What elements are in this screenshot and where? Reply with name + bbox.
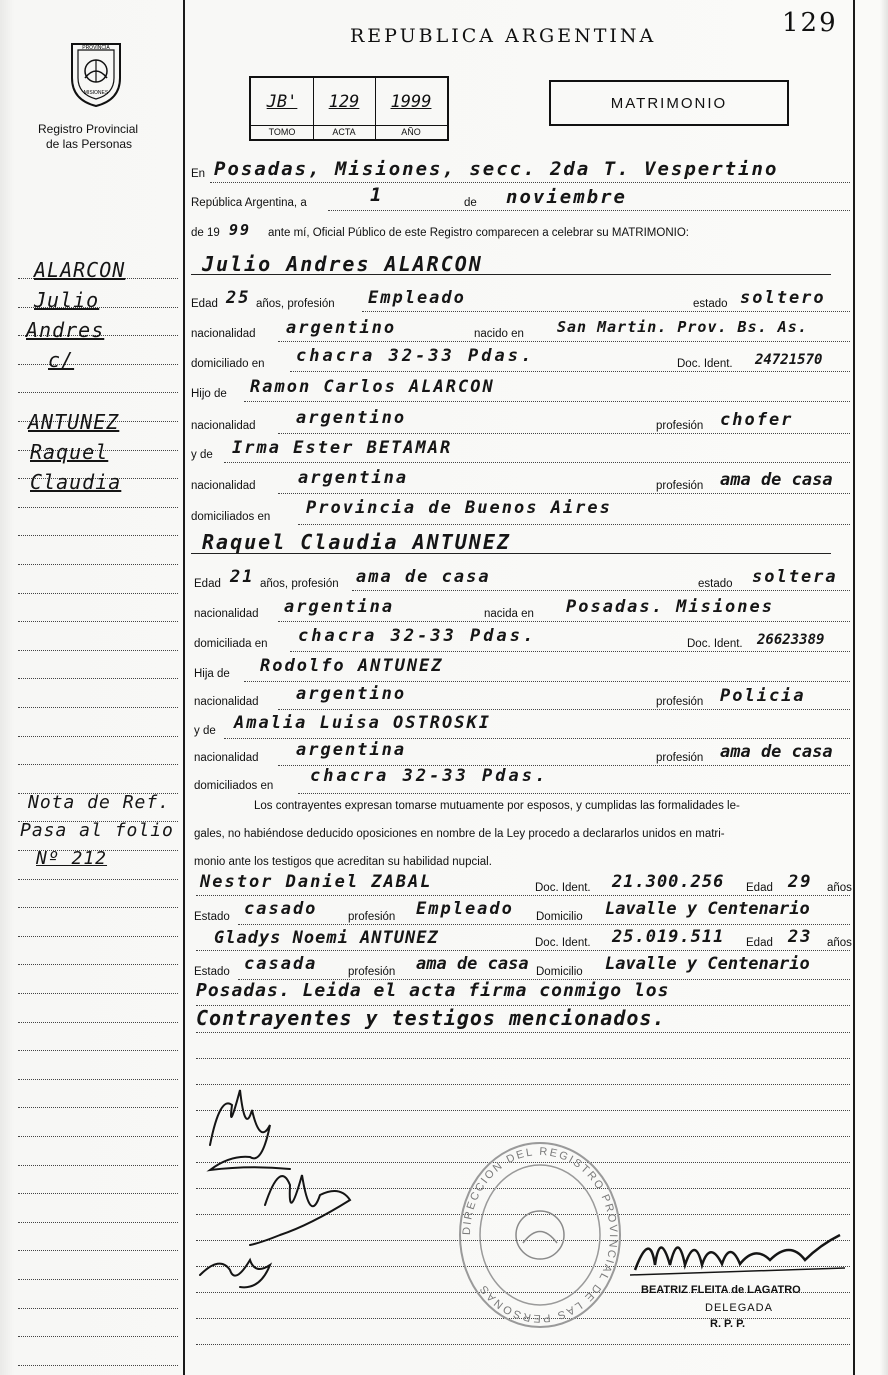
groom-father-prof-label: profesión xyxy=(656,420,704,432)
closing-line-2: Contrayentes y testigos mencionados. xyxy=(196,1006,666,1030)
witness1-dom: Lavalle y Centenario xyxy=(605,899,810,919)
bride-father-nac-label: nacionalidad xyxy=(194,696,259,708)
signature-1 xyxy=(210,1090,290,1170)
bride-age: 21 xyxy=(230,567,255,587)
margin-rule xyxy=(18,879,178,880)
bride-yde-label: y de xyxy=(194,725,216,737)
rule xyxy=(298,524,850,525)
intro-day: 1 xyxy=(370,184,384,206)
page-number: 129 xyxy=(782,8,838,38)
rule xyxy=(278,709,850,710)
rule xyxy=(278,433,850,434)
margin-rule xyxy=(18,707,178,708)
witness1-name: Nestor Daniel ZABAL xyxy=(200,872,433,892)
bride-anos-prof-label: años, profesión xyxy=(260,578,339,590)
tomo-cell xyxy=(251,78,314,139)
groom-age: 25 xyxy=(226,288,251,308)
bride-nac-label: nacionalidad xyxy=(194,608,259,620)
bride-doc-label: Doc. Ident. xyxy=(687,638,743,650)
witness2-dom-label: Domicilio xyxy=(536,966,583,978)
margin-rule xyxy=(18,1365,178,1366)
rule xyxy=(196,950,850,951)
bride-full-name: Raquel Claudia ANTUNEZ xyxy=(202,530,511,554)
groom-parents-dom: Provincia de Buenos Aires xyxy=(306,498,612,518)
groom-edad-label: Edad xyxy=(191,298,218,310)
official-signature xyxy=(630,1220,850,1290)
groom-nac-label: nacionalidad xyxy=(191,328,256,340)
svg-text:MISIONES: MISIONES xyxy=(83,90,109,96)
margin-rule xyxy=(18,764,178,765)
witness1-doc-label: Doc. Ident. xyxy=(535,882,591,894)
year-suffix: 99 xyxy=(229,221,252,239)
groom-estado-label: estado xyxy=(693,298,728,310)
margin-rule xyxy=(18,1022,178,1023)
margin-rule xyxy=(18,1279,178,1280)
witness2-prof-label: profesión xyxy=(348,966,396,978)
bride-nacida-label: nacida en xyxy=(484,608,534,620)
ano-value: 1999 xyxy=(390,92,432,112)
rule xyxy=(362,311,850,312)
ano-label: AÑO xyxy=(375,125,447,137)
margin-rule xyxy=(18,907,178,908)
margin-rule xyxy=(18,1079,178,1080)
rule xyxy=(352,590,850,591)
rule xyxy=(244,401,850,402)
groom-mother-prof-label: profesión xyxy=(656,480,704,492)
groom-mother: Irma Ester BETAMAR xyxy=(232,438,453,458)
witness1-estado-label: Estado xyxy=(194,911,230,923)
groom-yde-label: y de xyxy=(191,449,213,461)
groom-mother-nat: argentina xyxy=(298,468,409,488)
bride-mother-prof: ama de casa xyxy=(720,742,833,762)
witness1-edad-label: Edad xyxy=(746,882,773,894)
groom-father-nac-label: nacionalidad xyxy=(191,420,256,432)
groom-domicile: chacra 32-33 Pdas. xyxy=(296,346,535,366)
witness2-name: Gladys Noemi ANTUNEZ xyxy=(214,928,439,948)
margin-rule xyxy=(18,364,178,365)
province-emblem xyxy=(66,38,126,108)
bride-birthplace: Posadas. Misiones xyxy=(566,597,774,617)
official-office: R. P. P. xyxy=(710,1318,746,1330)
groom-hijo-label: Hijo de xyxy=(191,388,227,400)
witness1-dom-label: Domicilio xyxy=(536,911,583,923)
right-margin-rule xyxy=(853,0,855,1375)
bride-father: Rodolfo ANTUNEZ xyxy=(260,656,444,676)
rule xyxy=(328,210,850,211)
witness2-doc-label: Doc. Ident. xyxy=(535,937,591,949)
groom-father-prof: chofer xyxy=(720,410,794,430)
groom-mother-nac-label: nacionalidad xyxy=(191,480,256,492)
rule xyxy=(224,462,850,463)
bride-mother-prof-label: profesión xyxy=(656,752,704,764)
rule xyxy=(196,895,850,896)
margin-note-2: Pasa al folio xyxy=(20,820,174,841)
emblem-icon xyxy=(66,38,126,108)
intro-month: noviembre xyxy=(506,186,627,208)
margin-rule xyxy=(18,1222,178,1223)
margin-rule xyxy=(18,1193,178,1194)
groom-mother-prof: ama de casa xyxy=(720,470,833,490)
bride-edad-label: Edad xyxy=(194,578,221,590)
body-rule xyxy=(196,1344,850,1345)
witness1-prof: Empleado xyxy=(416,899,514,919)
de-label: de xyxy=(464,197,477,209)
registry-name-2: de las Personas xyxy=(46,137,133,151)
bride-profession: ama de casa xyxy=(356,567,491,587)
groom-doc: 24721570 xyxy=(755,352,823,368)
groom-profession: Empleado xyxy=(368,288,466,308)
signature-2 xyxy=(250,1175,350,1245)
acta-value: 129 xyxy=(328,92,360,112)
en-label: En xyxy=(191,168,206,180)
witness2-age: 23 xyxy=(788,927,813,947)
rule xyxy=(290,371,850,372)
bride-domicile: chacra 32-33 Pdas. xyxy=(298,626,537,646)
acta-cell xyxy=(313,78,376,139)
rule xyxy=(196,1032,850,1033)
groom-estado: soltero xyxy=(740,288,826,308)
groom-father-nat: argentino xyxy=(296,408,407,428)
groom-father: Ramon Carlos ALARCON xyxy=(250,377,495,397)
margin-rule xyxy=(18,1107,178,1108)
ano-cell xyxy=(375,78,447,139)
margin-rule xyxy=(18,678,178,679)
margin-rule xyxy=(18,964,178,965)
witness2-estado-label: Estado xyxy=(194,966,230,978)
closing-line-1: Posadas. Leida el acta firma conmigo los xyxy=(196,980,670,1001)
witness2-doc: 25.019.511 xyxy=(612,927,725,947)
bride-father-prof: Policia xyxy=(720,686,806,706)
margin-bride-name1: Raquel xyxy=(30,440,109,464)
bride-mother-nat: argentina xyxy=(296,740,407,760)
groom-doc-label: Doc. Ident. xyxy=(677,358,733,370)
margin-rule xyxy=(18,1250,178,1251)
official-seal xyxy=(455,1135,625,1335)
intro-place: Posadas, Misiones, secc. 2da T. Vespertino xyxy=(214,158,779,180)
registry-name-1: Registro Provincial xyxy=(38,122,139,136)
rule xyxy=(238,924,850,925)
margin-bride-name2: Claudia xyxy=(30,470,122,494)
groom-birthplace: San Martin. Prov. Bs. As. xyxy=(557,318,808,336)
witness1-estado: casado xyxy=(244,899,318,919)
witness2-estado: casada xyxy=(244,954,318,974)
bride-mother: Amalia Luisa OSTROSKI xyxy=(234,713,491,733)
act-reference-box xyxy=(249,76,449,141)
svg-text:DIRECCION DEL REGISTRO PROVINC: DIRECCION DEL REGISTRO PROVINCIAL DE LAS PERSONAS xyxy=(460,1145,620,1325)
rule xyxy=(290,651,850,652)
bride-father-nat: argentino xyxy=(296,684,407,704)
margin-note-3: Nº 212 xyxy=(36,848,108,869)
margin-groom-name2: Andres xyxy=(26,318,105,342)
rule xyxy=(191,553,831,554)
groom-full-name: Julio Andres ALARCON xyxy=(202,252,483,276)
act-type-label: MATRIMONIO xyxy=(610,94,728,112)
signatures xyxy=(190,1075,370,1315)
margin-rule xyxy=(18,564,178,565)
margin-rule xyxy=(18,535,178,536)
margin-rule xyxy=(18,1136,178,1137)
declaration-line-1: Los contrayentes expresan tomarse mutuamente por esposos, y cumplidas las formalidades le- xyxy=(254,800,740,812)
margin-rule xyxy=(18,1336,178,1337)
witness1-age: 29 xyxy=(788,872,813,892)
official-name: BEATRIZ FLEITA de LAGATRO xyxy=(641,1284,801,1296)
margin-bride-surname: ANTUNEZ xyxy=(28,410,120,434)
margin-rule xyxy=(18,993,178,994)
signature-3 xyxy=(200,1260,270,1287)
margin-rule xyxy=(18,621,178,622)
margin-rule xyxy=(18,736,178,737)
witness2-anos-label: años xyxy=(827,937,852,949)
acta-label: ACTA xyxy=(313,125,375,137)
margin-groom-name1: Julio xyxy=(34,288,100,312)
witness1-prof-label: profesión xyxy=(348,911,396,923)
bride-hija-label: Hija de xyxy=(194,668,230,680)
witness2-edad-label: Edad xyxy=(746,937,773,949)
rule xyxy=(278,621,850,622)
rule xyxy=(224,738,850,739)
tomo-value: JB' xyxy=(266,92,298,112)
tomo-label: TOMO xyxy=(251,125,313,137)
body-rule xyxy=(196,1058,850,1059)
bride-estado-label: estado xyxy=(698,578,733,590)
groom-dom-label: domiciliado en xyxy=(191,358,265,370)
margin-rule xyxy=(18,507,178,508)
margin-rule xyxy=(18,1050,178,1051)
rule xyxy=(278,341,850,342)
bride-estado: soltera xyxy=(752,567,838,587)
margin-rule xyxy=(18,1308,178,1309)
groom-doms-label: domiciliados en xyxy=(191,511,271,523)
bride-father-prof-label: profesión xyxy=(656,696,704,708)
witness1-anos-label: años xyxy=(827,882,852,894)
rule xyxy=(244,681,850,682)
bride-mother-nac-label: nacionalidad xyxy=(194,752,259,764)
witness2-prof: ama de casa xyxy=(416,954,529,974)
margin-rule xyxy=(18,650,178,651)
bride-nationality: argentina xyxy=(284,597,395,617)
margin-rule xyxy=(18,1165,178,1166)
year-prefix: de 19 xyxy=(191,227,220,239)
bride-doms-label: domiciliados en xyxy=(194,780,274,792)
margin-note-1: Nota de Ref. xyxy=(28,792,171,813)
country-label: República Argentina, a xyxy=(191,197,307,209)
witness1-doc: 21.300.256 xyxy=(612,872,725,892)
official-title: DELEGADA xyxy=(705,1302,773,1314)
declaration-line-3: monio ante los testigos que acreditan su habilidad nupcial. xyxy=(194,856,492,868)
margin-rule xyxy=(18,593,178,594)
intro-statement: ante mí, Oficial Público de este Registro comparecen a celebrar su MATRIMONIO: xyxy=(268,227,689,239)
margin-rule xyxy=(18,936,178,937)
svg-text:PROVINCIA: PROVINCIA xyxy=(82,45,110,51)
rule xyxy=(210,182,850,183)
margin-groom-surname: ALARCON xyxy=(34,258,126,282)
bride-parents-dom: chacra 32-33 Pdas. xyxy=(310,766,549,786)
witness2-dom: Lavalle y Centenario xyxy=(605,954,810,974)
bride-dom-label: domiciliada en xyxy=(194,638,268,650)
margin-connector: c/ xyxy=(48,348,75,372)
act-type-box xyxy=(549,80,789,126)
rule xyxy=(278,493,850,494)
groom-nacido-label: nacido en xyxy=(474,328,524,340)
rule xyxy=(191,274,831,275)
left-margin-rule xyxy=(183,0,185,1375)
margin-rule xyxy=(18,392,178,393)
groom-nationality: argentino xyxy=(286,318,397,338)
country-title: REPUBLICA ARGENTINA xyxy=(350,25,657,47)
rule xyxy=(298,793,850,794)
declaration-line-2: gales, no habiéndose deducido oposiciones en nombre de la Ley procedo a declararlos unidos en matri- xyxy=(194,828,725,840)
bride-doc: 26623389 xyxy=(757,632,825,648)
groom-anos-prof-label: años, profesión xyxy=(256,298,335,310)
